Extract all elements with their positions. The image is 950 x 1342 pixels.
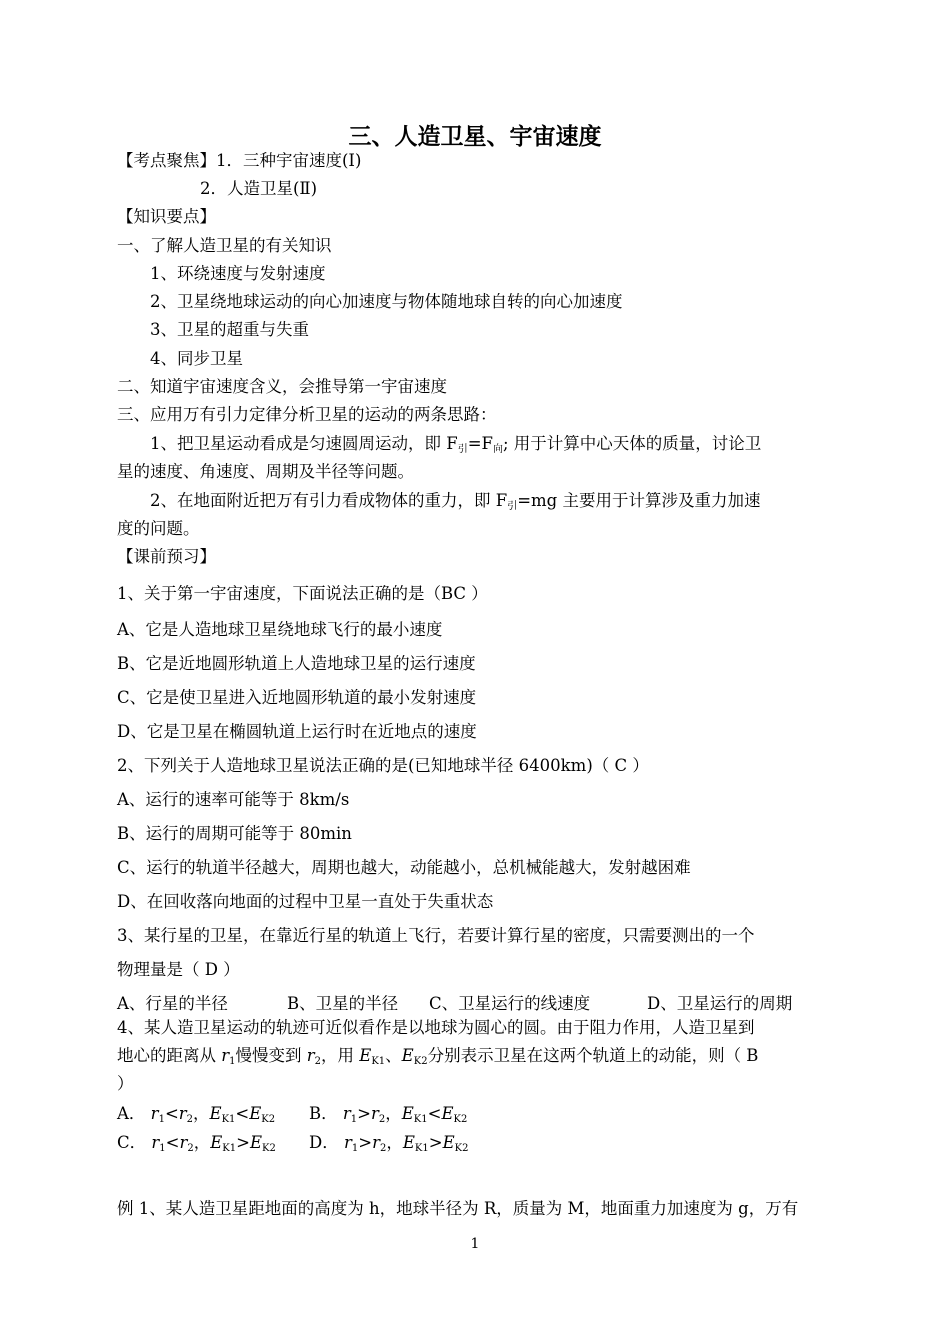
approach-2-line-2: 度的问题。 [117, 519, 200, 538]
question-3-option: A、行星的半径 [117, 994, 228, 1013]
focus-line-2: 2．人造卫星(Ⅱ) [200, 179, 318, 198]
question-2-option: D、在回收落向地面的过程中卫星一直处于失重状态 [117, 892, 494, 911]
example-1: 例 1、某人造卫星距地面的高度为 h，地球半径为 R，质量为 M，地面重力加速度为 g，万有 [117, 1199, 799, 1218]
approach-2-line-1: 2、在地面附近把万有引力看成物体的重力，即 $F_引=mg$ 主要用于计算涉及重力加速 [150, 491, 761, 512]
knowledge-section-3: 三、应用万有引力定律分析卫星的运动的两条思路： [117, 405, 497, 424]
question-1: 1、关于第一宇宙速度，下面说法正确的是（BC ） [117, 584, 488, 603]
knowledge-header: 【知识要点】 [117, 207, 216, 226]
preview-header: 【课前预习】 [117, 547, 216, 566]
approach-1-line-2: 星的速度、角速度、周期及半径等问题。 [117, 462, 414, 481]
knowledge-section-1: 一、了解人造卫星的有关知识 [117, 236, 332, 255]
question-2-option: C、运行的轨道半径越大，周期也越大，动能越小，总机械能越大，发射越困难 [117, 858, 691, 877]
question-1-option: C、它是使卫星进入近地圆形轨道的最小发射速度 [117, 688, 477, 707]
question-4-option: A． $r_1<r_2$，$E_{K1}<E_{K2}$ [117, 1104, 276, 1125]
question-4-options-row-1 [117, 1104, 467, 1130]
knowledge-item: 2、卫星绕地球运动的向心加速度与物体随地球自转的向心加速度 [150, 292, 623, 311]
question-4-option: B． $r_1>r_2$，$E_{K1}<E_{K2}$ [309, 1104, 468, 1125]
knowledge-item: 3、卫星的超重与失重 [150, 320, 309, 339]
knowledge-section-2: 二、知道宇宙速度含义，会推导第一宇宙速度 [117, 377, 447, 396]
question-3-options [117, 994, 792, 1014]
question-1-option: B、它是近地圆形轨道上人造地球卫星的运行速度 [117, 654, 476, 673]
question-1-option: A、它是人造地球卫星绕地球飞行的最小速度 [117, 620, 443, 639]
question-3-option: D、卫星运行的周期 [647, 994, 793, 1013]
question-2-option: B、运行的周期可能等于 80min [117, 824, 352, 843]
question-3-option: B、卫星的半径 [287, 994, 399, 1013]
question-4-line-3: ） [117, 1074, 134, 1093]
question-4-line-1: 4、某人造卫星运动的轨迹可近似看作是以地球为圆心的圆。由于阻力作用，人造卫星到 [117, 1018, 755, 1037]
question-3-option: C、卫星运行的线速度 [429, 994, 591, 1013]
question-4-line-2: 地心的距离从 $r_1$慢慢变到 $r_2$，用 $E_{K1}$、$E_{K2}$分别表示卫星在这两个轨道上的动能，则（ B [117, 1046, 759, 1067]
focus-line-1: 【考点聚焦】1．三种宇宙速度(Ⅰ) [117, 151, 362, 170]
question-2-option: A、运行的速率可能等于 8km/s [117, 790, 350, 809]
question-4-options-row-2 [117, 1133, 468, 1159]
question-1-option: D、它是卫星在椭圆轨道上运行时在近地点的速度 [117, 722, 477, 741]
knowledge-item: 1、环绕速度与发射速度 [150, 264, 326, 283]
knowledge-item: 4、同步卫星 [150, 349, 243, 368]
approach-1-line-1: 1、把卫星运动看成是匀速圆周运动，即 $F_引=F_向$; 用于计算中心天体的质量，讨论卫 [150, 434, 762, 455]
question-3-line-2: 物理量是（ D ） [117, 960, 240, 979]
question-2: 2、下列关于人造地球卫星说法正确的是(已知地球半径 6400km)（ C ） [117, 756, 649, 775]
question-3-line-1: 3、某行星的卫星，在靠近行星的轨道上飞行，若要计算行星的密度，只需要测出的一个 [117, 926, 755, 945]
page-number: 1 [470, 1236, 480, 1252]
question-4-option: D． $r_1>r_2$，$E_{K1}>E_{K2}$ [309, 1133, 469, 1154]
page-title: 三、人造卫星、宇宙速度 [348, 124, 602, 150]
question-4-option: C． $r_1<r_2$，$E_{K1}>E_{K2}$ [117, 1133, 276, 1154]
